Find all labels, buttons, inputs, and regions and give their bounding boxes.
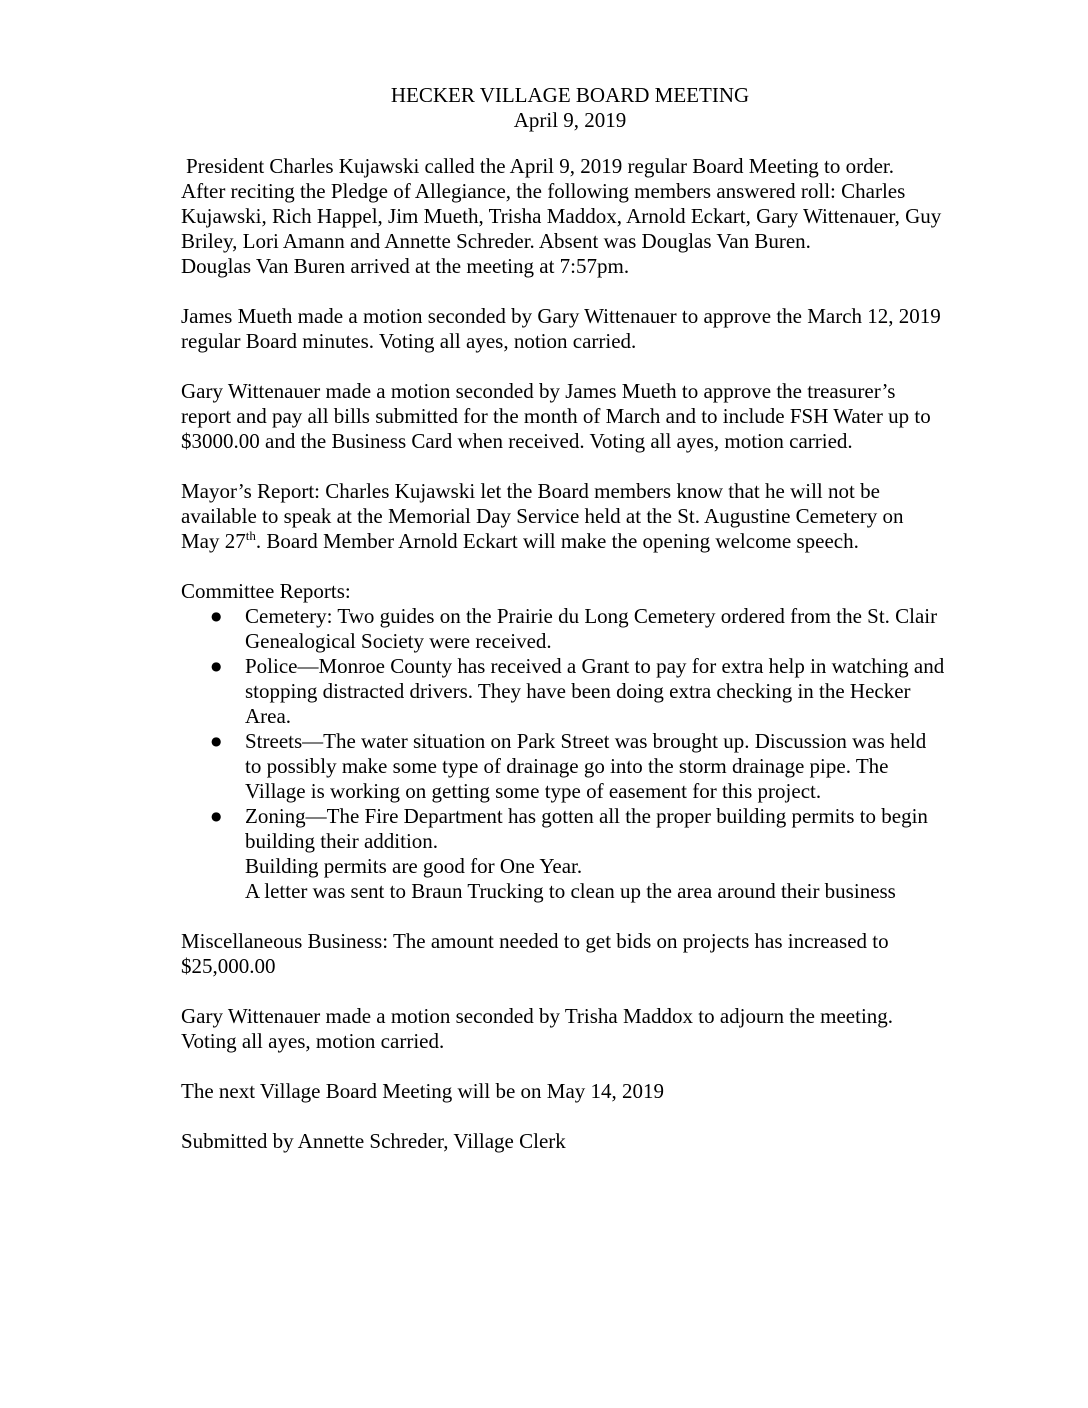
text-line: Gary Wittenauer made a motion seconded by James Mueth to approve the treasurer’s bbox=[181, 379, 896, 403]
text-line: After reciting the Pledge of Allegiance, the following members answered roll: Charles bbox=[181, 179, 906, 203]
text-line: $25,000.00 bbox=[181, 954, 276, 978]
next-meeting-paragraph bbox=[181, 1079, 981, 1104]
ordinal-suffix: th bbox=[245, 528, 256, 543]
list-item-zoning bbox=[181, 804, 981, 904]
bullet-icon: ● bbox=[211, 809, 222, 823]
list-item-streets bbox=[181, 729, 981, 804]
bullet-icon: ● bbox=[211, 734, 222, 748]
text-line: regular Board minutes. Voting all ayes, notion carried. bbox=[181, 329, 637, 353]
text-line: Douglas Van Buren arrived at the meeting at 7:57pm. bbox=[181, 254, 630, 278]
text-line: Streets—The water situation on Park Street was brought up. Discussion was held bbox=[245, 729, 927, 753]
text-line bbox=[181, 529, 981, 554]
text-line: to possibly make some type of drainage go into the storm drainage pipe. The bbox=[245, 754, 889, 778]
text-line: Area. bbox=[245, 704, 292, 728]
mayor-report-paragraph bbox=[181, 479, 981, 554]
submitted-by bbox=[181, 1129, 981, 1154]
meeting-date: April 9, 2019 bbox=[513, 108, 627, 132]
text-line: A letter was sent to Braun Trucking to clean up the area around their business bbox=[245, 879, 896, 903]
text-line: President Charles Kujawski called the April 9, 2019 regular Board Meeting to order. bbox=[186, 154, 895, 178]
text-line: Building permits are good for One Year. bbox=[245, 854, 583, 878]
text-line: Miscellaneous Business: The amount needed to get bids on projects has increased to bbox=[181, 929, 889, 953]
document-title: HECKER VILLAGE BOARD MEETING bbox=[390, 83, 750, 107]
text-line: Genealogical Society were received. bbox=[245, 629, 552, 653]
text-line: building their addition. bbox=[245, 829, 439, 853]
document-body bbox=[181, 154, 981, 1179]
text-line: Mayor’s Report: Charles Kujawski let the Board members know that he will not be bbox=[181, 479, 880, 503]
text-segment: . Board Member Arnold Eckart will make the opening welcome speech. bbox=[255, 529, 859, 553]
text-line: Voting all ayes, motion carried. bbox=[181, 1029, 445, 1053]
text-line: available to speak at the Memorial Day Service held at the St. Augustine Cemetery on bbox=[181, 504, 904, 528]
text-line: The next Village Board Meeting will be on May 14, 2019 bbox=[181, 1079, 665, 1103]
bullet-icon: ● bbox=[211, 659, 222, 673]
treasurer-paragraph bbox=[181, 379, 981, 454]
date-text: May 27 bbox=[181, 529, 246, 553]
list-item-cemetery bbox=[181, 604, 981, 654]
text-line: $3000.00 and the Business Card when received. Voting all ayes, motion carried. bbox=[181, 429, 853, 453]
text-line: Kujawski, Rich Happel, Jim Mueth, Trisha Maddox, Arnold Eckart, Gary Wittenauer, Guy bbox=[181, 204, 942, 228]
list-item-police bbox=[181, 654, 981, 729]
opening-paragraph bbox=[181, 154, 981, 279]
text-line: James Mueth made a motion seconded by Gary Wittenauer to approve the March 12, 2019 bbox=[181, 304, 941, 328]
adjourn-paragraph bbox=[181, 1004, 981, 1054]
bullet-icon: ● bbox=[211, 609, 222, 623]
committee-heading: Committee Reports: bbox=[181, 579, 351, 603]
misc-business-paragraph bbox=[181, 929, 981, 979]
committee-list bbox=[181, 604, 981, 904]
text-line: Gary Wittenauer made a motion seconded by Trisha Maddox to adjourn the meeting. bbox=[181, 1004, 894, 1028]
committee-reports bbox=[181, 579, 981, 904]
text-line: Submitted by Annette Schreder, Village Clerk bbox=[181, 1129, 566, 1153]
text-line: report and pay all bills submitted for the month of March and to include FSH Water up to bbox=[181, 404, 931, 428]
text-line: Briley, Lori Amann and Annette Schreder. Absent was Douglas Van Buren. bbox=[181, 229, 811, 253]
minutes-paragraph bbox=[181, 304, 981, 354]
document-header bbox=[0, 83, 1088, 133]
text-line: stopping distracted drivers. They have been doing extra checking in the Hecker bbox=[245, 679, 911, 703]
text-line: Police—Monroe County has received a Grant to pay for extra help in watching and bbox=[245, 654, 945, 678]
text-line: Village is working on getting some type of easement for this project. bbox=[245, 779, 822, 803]
text-line: Zoning—The Fire Department has gotten all the proper building permits to begin bbox=[245, 804, 928, 828]
text-line: Cemetery: Two guides on the Prairie du Long Cemetery ordered from the St. Clair bbox=[245, 604, 938, 628]
